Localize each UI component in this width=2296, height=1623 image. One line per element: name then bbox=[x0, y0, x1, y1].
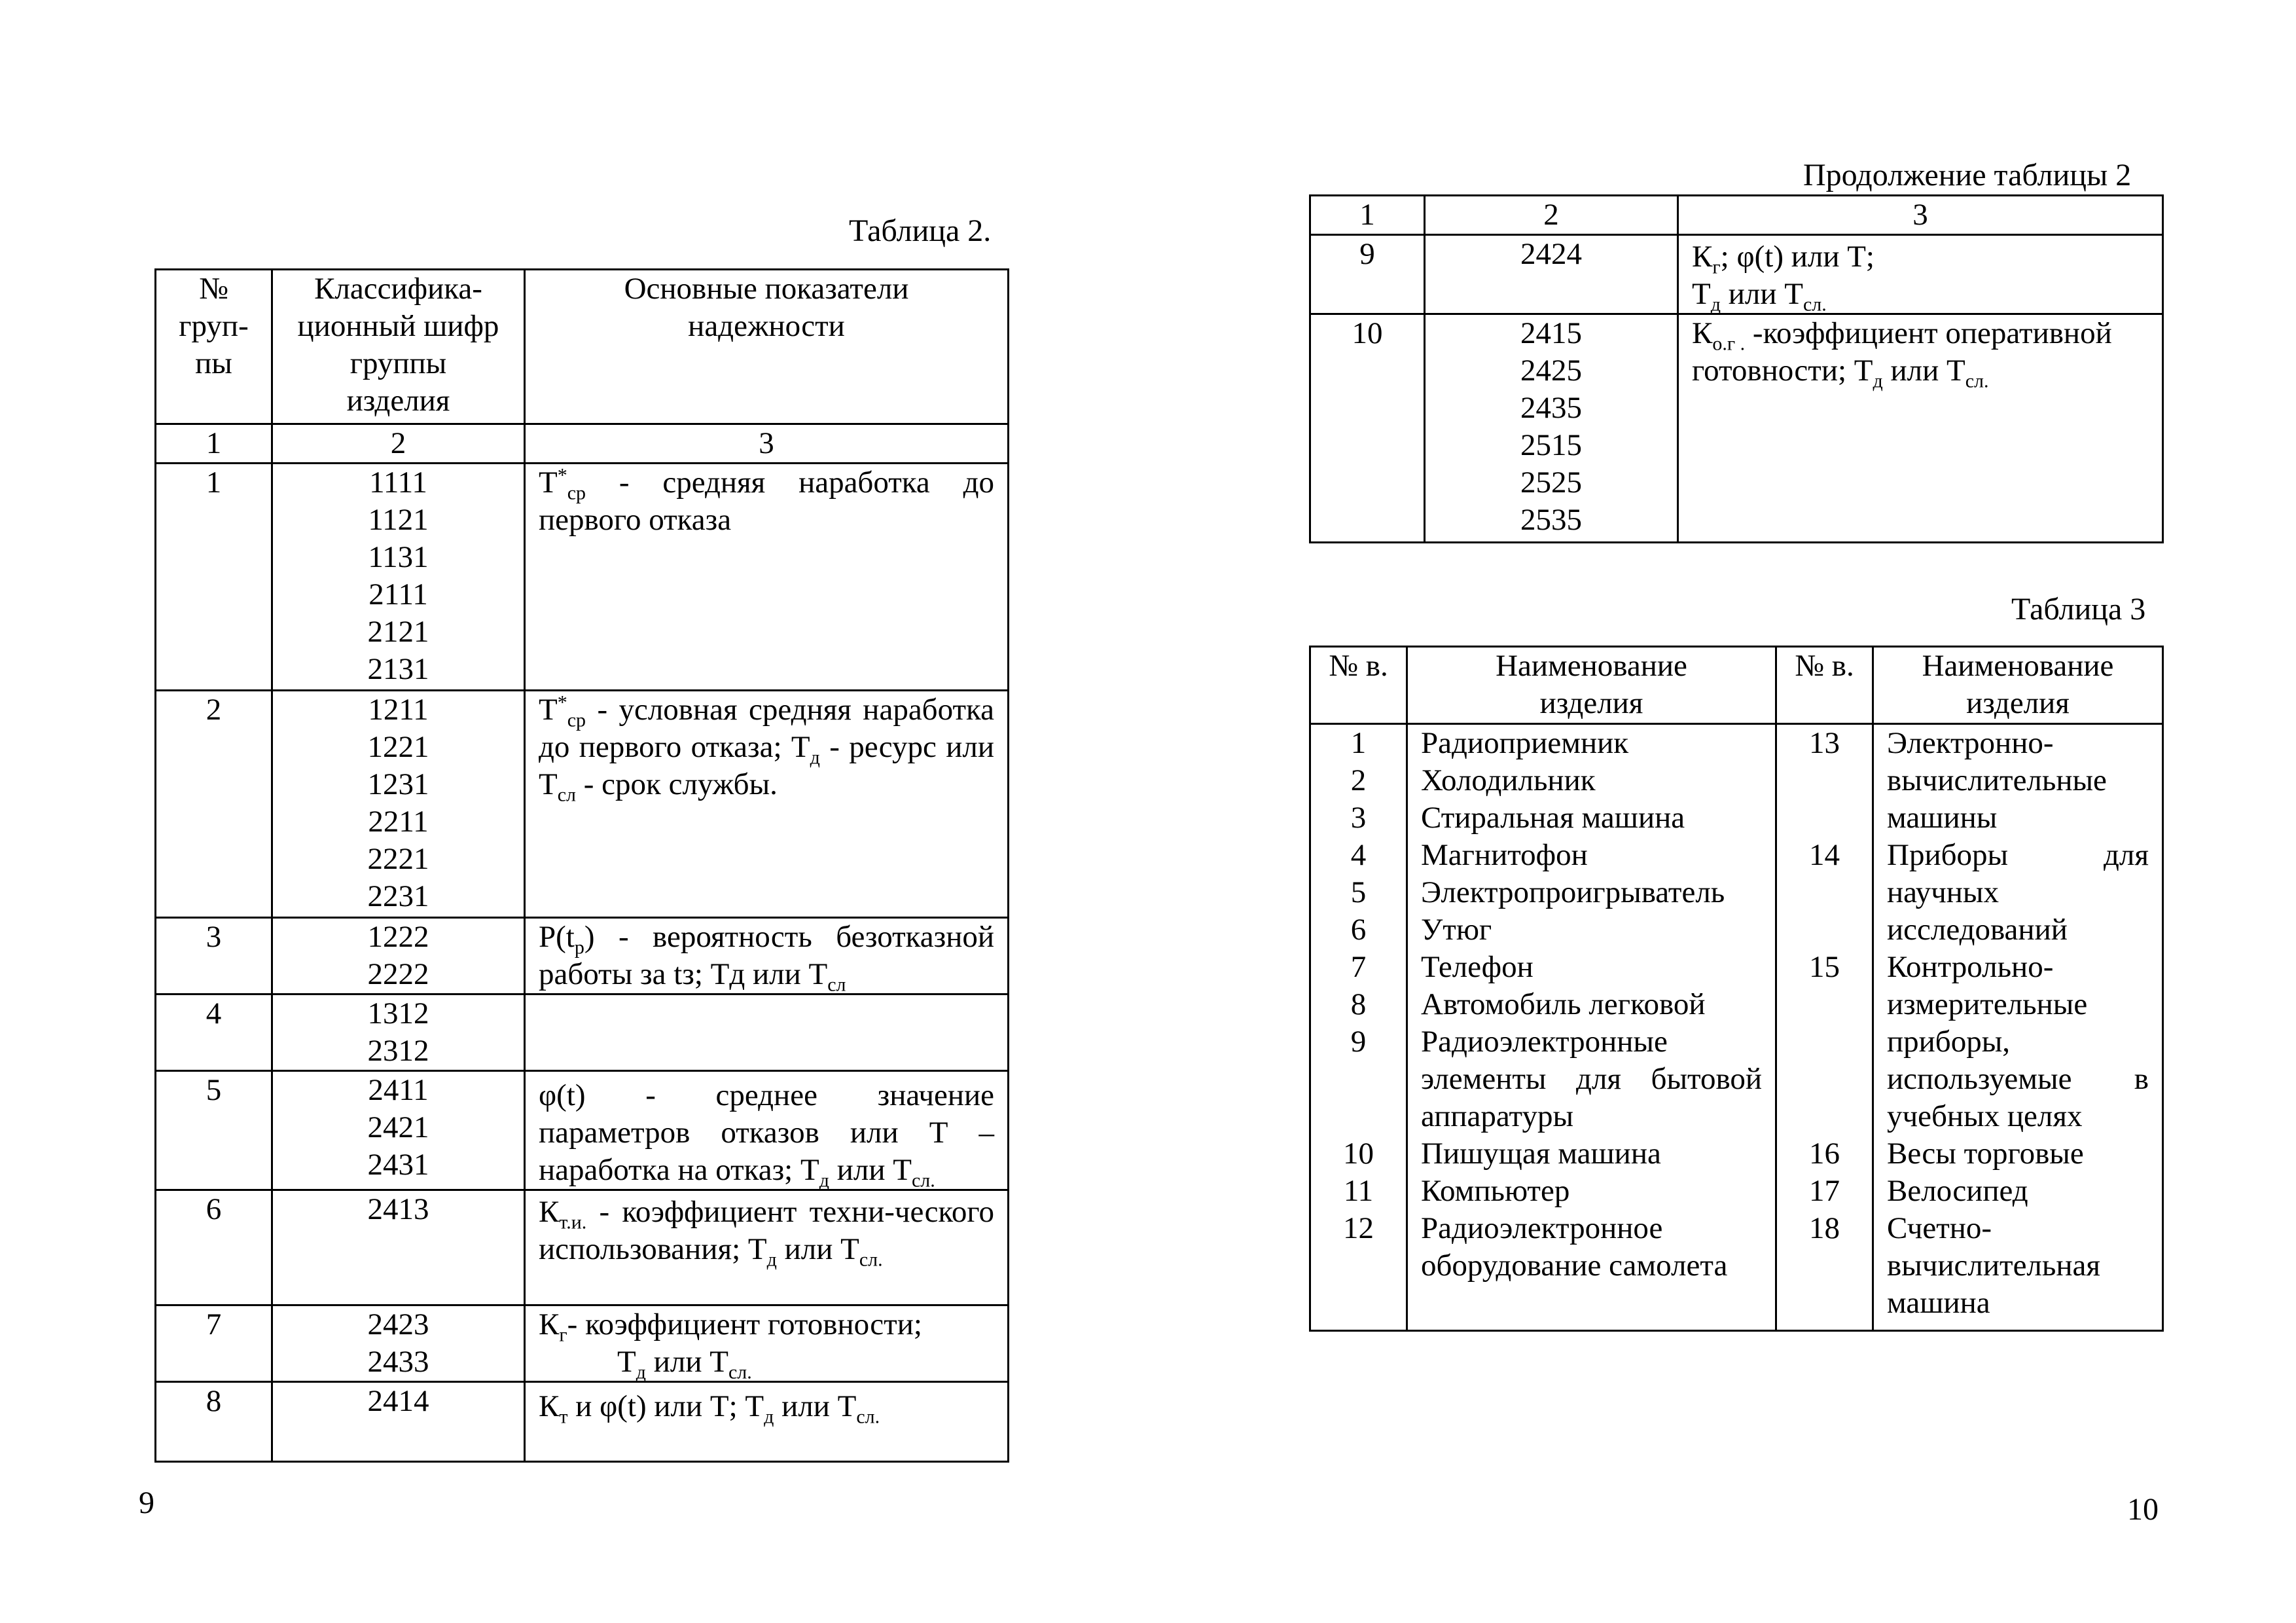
left-number-column: 1 2 3 4 5 6 7 8 9 10 11 12 bbox=[1310, 724, 1407, 1331]
header-group-number: № груп- пы bbox=[156, 270, 272, 424]
header-name: Наименование изделия bbox=[1873, 647, 2163, 724]
header-name: Наименование изделия bbox=[1407, 647, 1776, 724]
indicator-cell: $К_{т.и.}$ - коэффициент техни-ческого использования; $Т_д$ или $Т_{сл.}$ bbox=[525, 1190, 1009, 1305]
table-row: 9 2424 $К_г$; φ(t) или Т; $Т_д$ или $Т_{сл.}$ bbox=[1310, 235, 2163, 314]
table-row: 7 2423 2433 $К_г-$ коэффициент готовности; $Т_д$ или $Т_{сл.}$ bbox=[156, 1305, 1009, 1382]
table2-continuation-column-numbers: 1 2 3 bbox=[1310, 196, 2163, 235]
table3-body-row bbox=[1310, 724, 2163, 1331]
table-row: 5 2411 2421 2431 φ(t) - среднее значение параметров отказов или Т – наработка на отказ; $Т_д$ или $Т_{сл.}$ bbox=[156, 1071, 1009, 1190]
header-reliability-indicators: Основные показатели надежности bbox=[525, 270, 1009, 424]
codes-cell: 2423 2433 bbox=[272, 1305, 525, 1382]
indicator-cell: $T^*_{ср}$ - условная средняя наработка до первого отказа; $Т_д$ - ресурс или $Т_{сл}$ - срок службы. bbox=[525, 691, 1009, 918]
table-row: 4 1312 2312 bbox=[156, 994, 1009, 1071]
indicator-cell: $К_{о.г .}$ -коэффициент оперативной готовности; $Т_д$ или $Т_{сл.}$ bbox=[1678, 314, 2163, 543]
left-name-column: Радиоприемник Холодильник Стиральная машина Магнитофон Электропроигрыватель Утюг Телефон Автомобиль легковой Радиоэлектронные элементы для бытовой аппаратуры Пишущая машина Компьютер Радиоэлектронное оборудование самолета bbox=[1407, 724, 1776, 1331]
codes-cell: 1312 2312 bbox=[272, 994, 525, 1071]
codes-cell: 1222 2222 bbox=[272, 918, 525, 994]
header-classification-code: Классифика- ционный шифр группы изделия bbox=[272, 270, 525, 424]
indicator-cell: $К_т$ и φ(t) или Т; $Т_д$ или $Т_{сл.}$ bbox=[525, 1382, 1009, 1462]
table3-header-row bbox=[1310, 647, 2163, 724]
indicator-cell: $P(t_р)$ - вероятность безотказной работы за tз; Тд или $Т_{сл}$ bbox=[525, 918, 1009, 994]
table-row: 6 2413 $К_{т.и.}$ - коэффициент техни-ческого использования; $Т_д$ или $Т_{сл.}$ bbox=[156, 1190, 1009, 1305]
table2 bbox=[154, 268, 1009, 1463]
codes-cell: 2411 2421 2431 bbox=[272, 1071, 525, 1190]
page-number-left: 9 bbox=[139, 1486, 154, 1520]
indicator-cell-empty bbox=[525, 994, 1009, 1071]
table-row: 3 1222 2222 $P(t_р)$ - вероятность безотказной работы за tз; Тд или $Т_{сл}$ bbox=[156, 918, 1009, 994]
right-number-column: 13 14 15 16 17 18 bbox=[1776, 724, 1873, 1331]
page-number-right: 10 bbox=[2127, 1492, 2159, 1527]
continuation-title: Продолжение таблицы 2 bbox=[1803, 158, 2132, 192]
indicator-cell: $К_г$; φ(t) или Т; $Т_д$ или $Т_{сл.}$ bbox=[1678, 235, 2163, 314]
table-row: 10 2415 2425 2435 2515 2525 2535 $К_{о.г .}$ -коэффициент оперативной готовности; $Т_д$ или $Т_{сл.}$ bbox=[1310, 314, 2163, 543]
table-row: 2 1211 1221 1231 2211 2221 2231 $T^*_{ср}$ - условная средняя наработка до первого отказа; $Т_д$ - ресурс или $Т_{сл}$ - срок службы. bbox=[156, 691, 1009, 918]
table3 bbox=[1309, 646, 2164, 1332]
table-row: 8 2414 $К_т$ и φ(t) или Т; $Т_д$ или $Т_{сл.}$ bbox=[156, 1382, 1009, 1462]
codes-cell: 2414 bbox=[272, 1382, 525, 1462]
header-number: № в. bbox=[1776, 647, 1873, 724]
right-name-column: Электронно- вычислительные машины Приборы для научных исследований Контрольно- измерительные приборы, используемые в учебных целях Весы торговые Велосипед Счетно- вычислительная машина bbox=[1873, 724, 2163, 1331]
indicator-cell: $К_г-$ коэффициент готовности; $Т_д$ или $Т_{сл.}$ bbox=[525, 1305, 1009, 1382]
codes-cell: 1111 1121 1131 2111 2121 2131 bbox=[272, 464, 525, 691]
table2-continuation bbox=[1309, 194, 2164, 543]
codes-cell: 2415 2425 2435 2515 2525 2535 bbox=[1425, 314, 1678, 543]
table2-header-row bbox=[156, 270, 1009, 424]
table2-column-numbers: 1 2 3 bbox=[156, 424, 1009, 464]
table-row: 1 1111 1121 1131 2111 2121 2131 $T^*_{ср}$ - средняя наработка до первого отказа bbox=[156, 464, 1009, 691]
indicator-cell: $T^*_{ср}$ - средняя наработка до первого отказа bbox=[525, 464, 1009, 691]
header-number: № в. bbox=[1310, 647, 1407, 724]
table2-title: Таблица 2. bbox=[849, 213, 992, 248]
table3-title: Таблица 3 bbox=[2011, 592, 2146, 627]
codes-cell: 1211 1221 1231 2211 2221 2231 bbox=[272, 691, 525, 918]
codes-cell: 2413 bbox=[272, 1190, 525, 1305]
indicator-cell: φ(t) - среднее значение параметров отказов или Т – наработка на отказ; $Т_д$ или $Т_{сл.}$ bbox=[525, 1071, 1009, 1190]
codes-cell: 2424 bbox=[1425, 235, 1678, 314]
